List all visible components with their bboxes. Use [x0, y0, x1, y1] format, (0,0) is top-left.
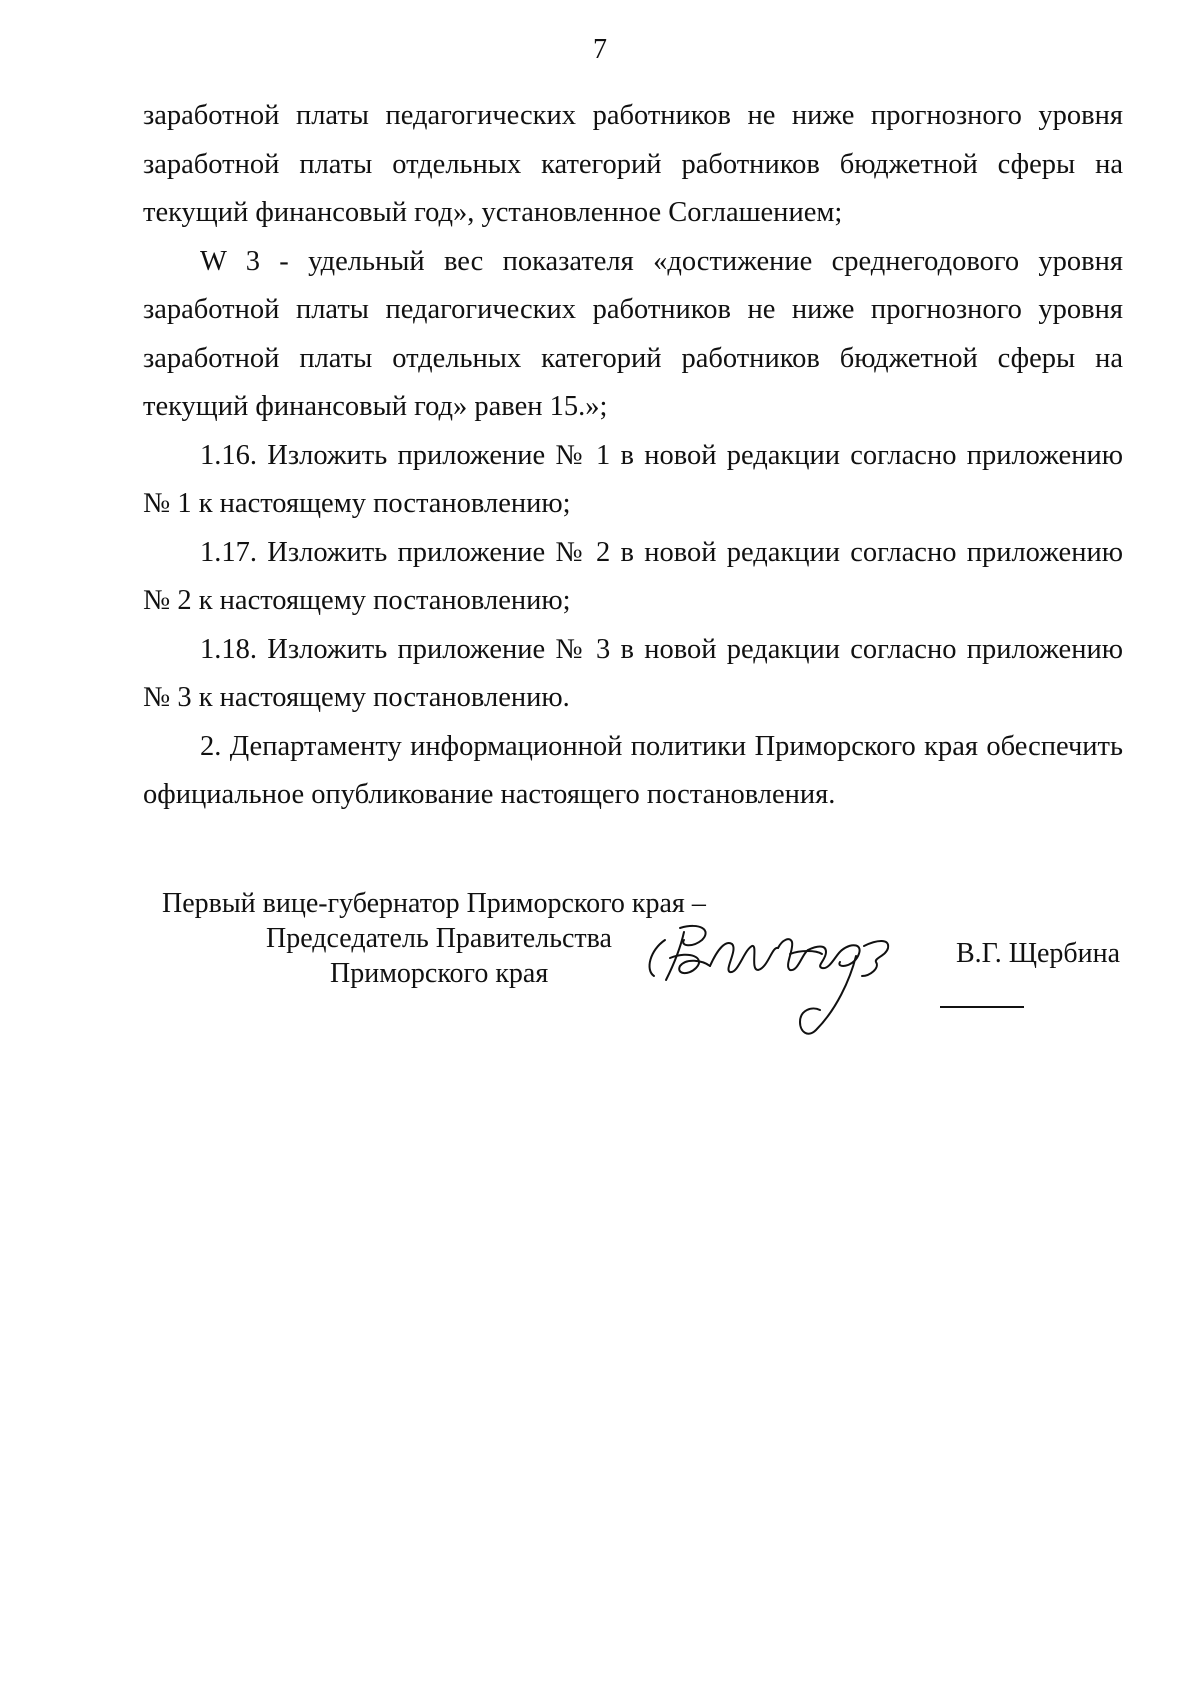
name-underline — [940, 1006, 1024, 1008]
signatory-name: В.Г. Щербина — [956, 938, 1121, 969]
document-body — [143, 92, 1123, 820]
paragraph-1-16: 1.16. Изложить приложение № 1 в новой редакции согласно приложению № 1 к настоящему постановлению; — [143, 439, 1123, 519]
page-number: 7 — [593, 34, 607, 65]
paragraph-1-17: 1.17. Изложить приложение № 2 в новой редакции согласно приложению № 2 к настоящему постановлению; — [143, 536, 1123, 616]
signatory-title-line1: Первый вице-губернатор Приморского края – — [162, 888, 706, 919]
paragraph-1-18: 1.18. Изложить приложение № 3 в новой редакции согласно приложению № 3 к настоящему постановлению. — [143, 633, 1123, 713]
paragraph-w3-weight: W 3 - удельный вес показателя «достижение среднегодового уровня заработной платы педагогических работников не ниже прогнозного уровня заработной платы отдельных категорий работников бюджетной сферы на текущий финансовый год» равен 15.»; — [143, 245, 1123, 422]
handwritten-signature — [640, 910, 920, 1040]
paragraph-2-publication: 2. Департаменту информационной политики Приморского края обеспечить официальное опубликование настоящего постановления. — [143, 730, 1123, 810]
signatory-title-line3: Приморского края — [330, 958, 549, 989]
paragraph-continuation: заработной платы педагогических работников не ниже прогнозного уровня заработной платы отдельных категорий работников бюджетной сферы на текущий финансовый год», установленное Соглашением; — [143, 100, 1123, 228]
signatory-title-line2: Председатель Правительства — [266, 923, 612, 954]
